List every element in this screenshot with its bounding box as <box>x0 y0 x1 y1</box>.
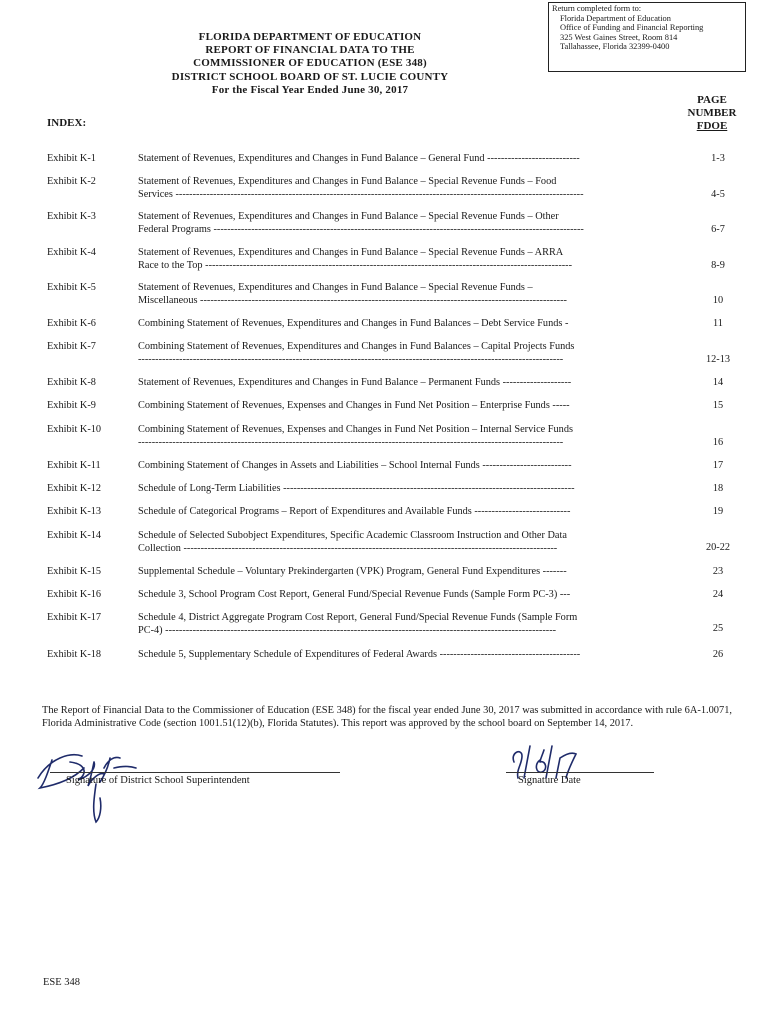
exhibit-label: Exhibit K-17 <box>47 612 102 623</box>
exhibit-title-line: Combining Statement of Revenues, Expenses and Changes in Fund Net Position – Internal Service Funds <box>138 424 573 435</box>
exhibit-title <box>138 317 678 330</box>
exhibit-page: 8-9 <box>711 260 725 271</box>
exhibit-label: Exhibit K-5 <box>47 282 96 293</box>
exhibit-page: 6-7 <box>711 224 725 235</box>
exhibit-label: Exhibit K-15 <box>47 566 102 577</box>
exhibit-label: Exhibit K-13 <box>47 506 102 517</box>
exhibit-title-line: Collection ------------------------------------------------------------------------------------------------------------- <box>138 543 558 554</box>
exhibit-label: Exhibit K-1 <box>47 153 96 164</box>
exhibit-page: 20-22 <box>705 542 731 553</box>
exhibit-title <box>138 376 678 389</box>
exhibit-page: 17 <box>712 460 724 471</box>
exhibit-title-line: Statement of Revenues, Expenditures and Changes in Fund Balance – General Fund --------------------------- <box>138 153 580 164</box>
exhibit-page: 18 <box>712 483 724 494</box>
exhibit-title <box>138 246 678 272</box>
exhibit-page: 1-3 <box>711 153 725 164</box>
return-line: 325 West Gaines Street, Room 814 <box>560 32 678 42</box>
exhibit-page: 25 <box>712 623 724 634</box>
exhibit-page: 4-5 <box>711 189 725 200</box>
exhibit-title-line: Combining Statement of Revenues, Expenses and Changes in Fund Net Position – Enterprise Funds ----- <box>138 400 570 411</box>
exhibit-page: 12-13 <box>705 354 731 365</box>
exhibit-page: 23 <box>712 566 724 577</box>
superintendent-signature-label: Signature of District School Superintendent <box>66 775 250 786</box>
exhibit-page: 10 <box>712 295 724 306</box>
exhibit-title <box>138 423 678 449</box>
exhibit-label: Exhibit K-2 <box>47 176 96 187</box>
exhibit-page: 26 <box>712 649 724 660</box>
exhibit-page: 15 <box>712 400 724 411</box>
header-line: REPORT OF FINANCIAL DATA TO THE <box>205 44 415 57</box>
exhibit-label: Exhibit K-7 <box>47 341 96 352</box>
header-line: DISTRICT SCHOOL BOARD OF ST. LUCIE COUNTY <box>171 70 449 83</box>
exhibit-title-line: Supplemental Schedule – Voluntary Prekindergarten (VPK) Program, General Fund Expenditures ------- <box>138 566 567 577</box>
exhibit-page: 24 <box>712 589 724 600</box>
exhibit-title-line: Statement of Revenues, Expenditures and Changes in Fund Balance – Special Revenue Funds – Food <box>138 176 557 187</box>
exhibit-label: Exhibit K-3 <box>47 211 96 222</box>
exhibit-title <box>138 175 678 201</box>
exhibit-title <box>138 459 678 472</box>
exhibit-title-line: Services ----------------------------------------------------------------------------------------------------------------------- <box>138 189 584 200</box>
header-line: COMMISSIONER OF EDUCATION (ESE 348) <box>193 57 427 70</box>
exhibit-title <box>138 505 678 518</box>
exhibit-title <box>138 529 678 555</box>
exhibit-title <box>138 588 678 601</box>
exhibit-label: Exhibit K-4 <box>47 247 96 258</box>
exhibit-title-line: PC-4) ------------------------------------------------------------------------------------------------------------------ <box>138 625 557 636</box>
exhibit-title-line: Schedule of Selected Subobject Expenditures, Specific Academic Classroom Instruction and Other Data <box>138 530 567 541</box>
exhibit-label: Exhibit K-18 <box>47 649 102 660</box>
exhibit-title-line: ---------------------------------------------------------------------------------------------------------------------------- <box>138 437 564 448</box>
date-signature-line <box>506 772 654 773</box>
exhibit-title-line: Combining Statement of Changes in Assets and Liabilities – School Internal Funds -------------------------- <box>138 460 572 471</box>
page-number-header <box>676 94 748 133</box>
exhibit-title-line: Statement of Revenues, Expenditures and Changes in Fund Balance – Special Revenue Funds – <box>138 282 533 293</box>
index-label: INDEX: <box>47 117 87 129</box>
form-footer: ESE 348 <box>43 977 81 988</box>
exhibit-title-line: Schedule 5, Supplementary Schedule of Expenditures of Federal Awards ----------------------------------------- <box>138 649 581 660</box>
header-line: FLORIDA DEPARTMENT OF EDUCATION <box>198 31 422 43</box>
exhibit-title-line: Schedule 4, District Aggregate Program Cost Report, General Fund/Special Revenue Funds (Sample Form <box>138 612 578 623</box>
exhibit-title <box>138 399 678 412</box>
exhibit-label: Exhibit K-8 <box>47 377 96 388</box>
exhibit-label: Exhibit K-16 <box>47 589 102 600</box>
return-address-box <box>548 2 746 72</box>
exhibit-page: 11 <box>713 318 723 329</box>
exhibit-title-line: Schedule 3, School Program Cost Report, General Fund/Special Revenue Funds (Sample Form PC-3) --- <box>138 589 571 600</box>
exhibit-title-line: Federal Programs ------------------------------------------------------------------------------------------------------------ <box>138 224 584 235</box>
exhibit-label: Exhibit K-9 <box>47 400 96 411</box>
exhibit-title-line: Statement of Revenues, Expenditures and Changes in Fund Balance – Permanent Funds -------------------- <box>138 377 572 388</box>
exhibit-label: Exhibit K-12 <box>47 483 102 494</box>
exhibit-title <box>138 281 678 307</box>
approval-statement: The Report of Financial Data to the Commissioner of Education (ESE 348) for the fiscal year ended June 30, 2017 was submitted in accordance with rule 6A-1.0071, Florida Administrative Code (section 1001.51(12)(b), Florida Statutes). This report was approved by the school board on September 14, 2017. <box>42 705 732 729</box>
exhibit-title-line: Miscellaneous ----------------------------------------------------------------------------------------------------------- <box>138 295 567 306</box>
exhibit-title-line: Combining Statement of Revenues, Expenditures and Changes in Fund Balances – Debt Service Funds - <box>138 318 569 329</box>
return-line: Florida Department of Education <box>560 13 671 23</box>
exhibit-label: Exhibit K-11 <box>47 460 101 471</box>
exhibit-title <box>138 611 678 637</box>
exhibit-label: Exhibit K-6 <box>47 318 96 329</box>
exhibit-title <box>138 648 678 661</box>
exhibit-title <box>138 482 678 495</box>
page-header-line2: NUMBER <box>687 107 737 119</box>
exhibit-title <box>138 565 678 578</box>
exhibit-page: 16 <box>712 437 724 448</box>
exhibit-title <box>138 340 678 366</box>
exhibit-title <box>138 152 678 165</box>
exhibit-title-line: Statement of Revenues, Expenditures and Changes in Fund Balance – Special Revenue Funds – Other <box>138 211 559 222</box>
exhibit-title <box>138 210 678 236</box>
return-line: Office of Funding and Financial Reporting <box>560 23 704 33</box>
exhibit-title-line: Statement of Revenues, Expenditures and Changes in Fund Balance – Special Revenue Funds – ARRA <box>138 247 564 258</box>
header-line: For the Fiscal Year Ended June 30, 2017 <box>211 83 409 96</box>
return-line: Tallahassee, Florida 32399-0400 <box>560 42 670 52</box>
exhibit-title-line: Combining Statement of Revenues, Expenditures and Changes in Fund Balances – Capital Projects Funds <box>138 341 575 352</box>
page-header-line3: FDOE <box>696 120 728 132</box>
report-header <box>120 31 500 97</box>
date-signature-label: Signature Date <box>518 775 581 786</box>
return-intro: Return completed form to: <box>552 4 642 13</box>
exhibit-title-line: Schedule of Categorical Programs – Report of Expenditures and Available Funds ---------------------------- <box>138 506 571 517</box>
page-header-line1: PAGE <box>697 94 727 106</box>
exhibit-page: 19 <box>712 506 724 517</box>
exhibit-page: 14 <box>712 377 724 388</box>
exhibit-title-line: ---------------------------------------------------------------------------------------------------------------------------- <box>138 354 564 365</box>
exhibit-label: Exhibit K-10 <box>47 424 102 435</box>
exhibit-title-line: Schedule of Long-Term Liabilities ------------------------------------------------------------------------------------- <box>138 483 575 494</box>
exhibit-title-line: Race to the Top ----------------------------------------------------------------------------------------------------------- <box>138 260 573 271</box>
superintendent-signature-line <box>50 772 340 773</box>
exhibit-label: Exhibit K-14 <box>47 530 102 541</box>
